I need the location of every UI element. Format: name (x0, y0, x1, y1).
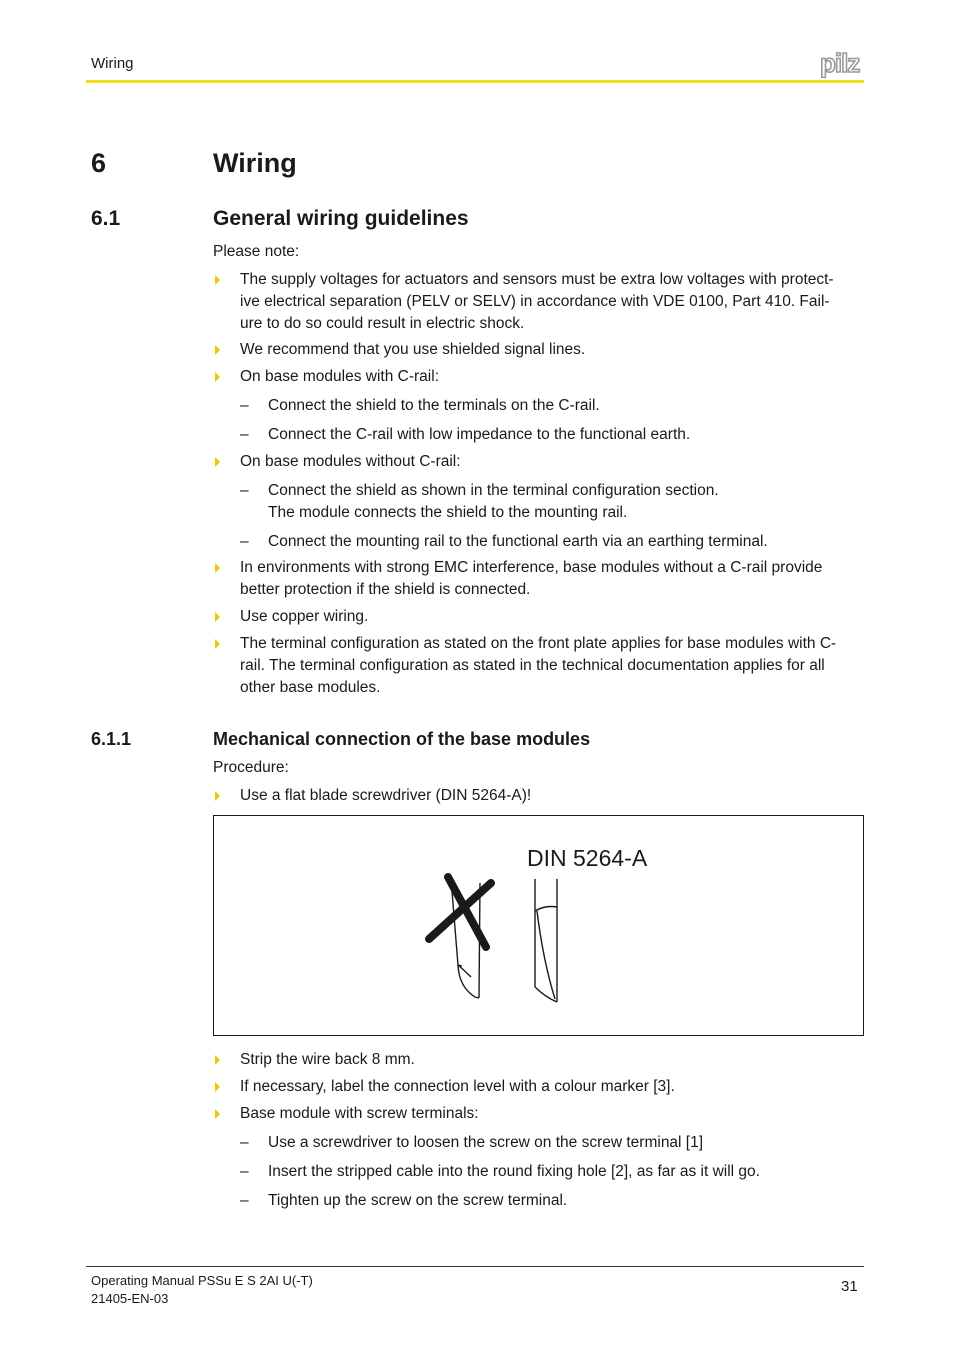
arrow-bullet-icon (215, 1109, 220, 1119)
sub-list-item-line: Connect the shield as shown in the terminal configuration section. (268, 482, 719, 499)
list-item-line: The supply voltages for actuators and sensors must be extra low voltages with protect- (240, 271, 834, 288)
arrow-bullet-icon (215, 791, 220, 801)
sub-list-item-line: Use a screwdriver to loosen the screw on the screw terminal [1] (268, 1134, 704, 1151)
list-item-line: rail. The terminal configuration as stated in the technical documentation applies for all (240, 657, 825, 674)
chapter-number: 6 (91, 148, 107, 178)
sub-list-item-line: Connect the C-rail with low impedance to the functional earth. (268, 426, 691, 443)
screwdriver-illustration (415, 865, 575, 1010)
flat-blade-screwdriver-icon (535, 879, 557, 1002)
footer-doc-number: 21405-EN-03 (91, 1291, 169, 1306)
list-item-line: We recommend that you use shielded signal lines. (240, 341, 586, 358)
dash-marker: – (240, 1134, 249, 1151)
section-intro: Please note: (213, 243, 300, 260)
list-item-line: In environments with strong EMC interference, base modules without a C-rail provide (240, 559, 823, 576)
list-item-line: Use a flat blade screwdriver (DIN 5264-A)! (240, 787, 532, 804)
section-number: 6.1 (91, 207, 121, 230)
list-item-line: Base module with screw terminals: (240, 1105, 479, 1122)
list-item-line: The terminal configuration as stated on the front plate applies for base modules with C- (240, 635, 837, 652)
arrow-bullet-icon (215, 457, 220, 467)
section-title: General wiring guidelines (213, 207, 469, 230)
header-section-label: Wiring (91, 55, 134, 72)
list-item-line: On base modules without C-rail: (240, 453, 461, 470)
list-item-line: ive electrical separation (PELV or SELV) in accordance with VDE 0100, Part 410. Fail- (240, 293, 830, 310)
arrow-bullet-icon (215, 1055, 220, 1065)
pilz-logo (820, 50, 866, 78)
list-item-line: Strip the wire back 8 mm. (240, 1051, 415, 1068)
page-number: 31 (841, 1278, 858, 1295)
arrow-bullet-icon (215, 345, 220, 355)
subsection-intro: Procedure: (213, 759, 289, 776)
arrow-bullet-icon (215, 639, 220, 649)
header-rule (86, 80, 864, 83)
footer-manual-title: Operating Manual PSSu E S 2AI U(-T) (91, 1273, 313, 1288)
dash-marker: – (240, 397, 249, 414)
dash-marker: – (240, 1163, 249, 1180)
figure-label: DIN 5264-A (527, 845, 648, 871)
dash-marker: – (240, 1192, 249, 1209)
dash-marker: – (240, 426, 249, 443)
arrow-bullet-icon (215, 563, 220, 573)
arrow-bullet-icon (215, 612, 220, 622)
dash-marker: – (240, 482, 249, 499)
arrow-bullet-icon (215, 275, 220, 285)
subsection-title: Mechanical connection of the base modules (213, 729, 591, 749)
sub-list-item-line: Connect the mounting rail to the functional earth via an earthing terminal. (268, 533, 768, 550)
arrow-bullet-icon (215, 372, 220, 382)
sub-list-item-line: Tighten up the screw on the screw terminal. (268, 1192, 568, 1209)
chapter-title: Wiring (213, 148, 297, 178)
sub-list-item-line: The module connects the shield to the mounting rail. (268, 504, 628, 521)
list-item-line: Use copper wiring. (240, 608, 369, 625)
subsection-number: 6.1.1 (91, 729, 132, 749)
list-item-line: On base modules with C-rail: (240, 368, 439, 385)
list-item-line: ure to do so could result in electric shock. (240, 315, 525, 332)
cross-mark-icon (429, 877, 491, 947)
footer-rule (86, 1266, 864, 1267)
sub-list-item-line: Connect the shield to the terminals on the C-rail. (268, 397, 600, 414)
list-item-line: better protection if the shield is connected. (240, 581, 531, 598)
list-item-line: If necessary, label the connection level with a colour marker [3]. (240, 1078, 675, 1095)
list-item-line: other base modules. (240, 679, 381, 696)
dash-marker: – (240, 533, 249, 550)
sub-list-item-line: Insert the stripped cable into the round fixing hole [2], as far as it will go. (268, 1163, 760, 1180)
logo-wordmark: pilz (820, 50, 860, 78)
arrow-bullet-icon (215, 1082, 220, 1092)
